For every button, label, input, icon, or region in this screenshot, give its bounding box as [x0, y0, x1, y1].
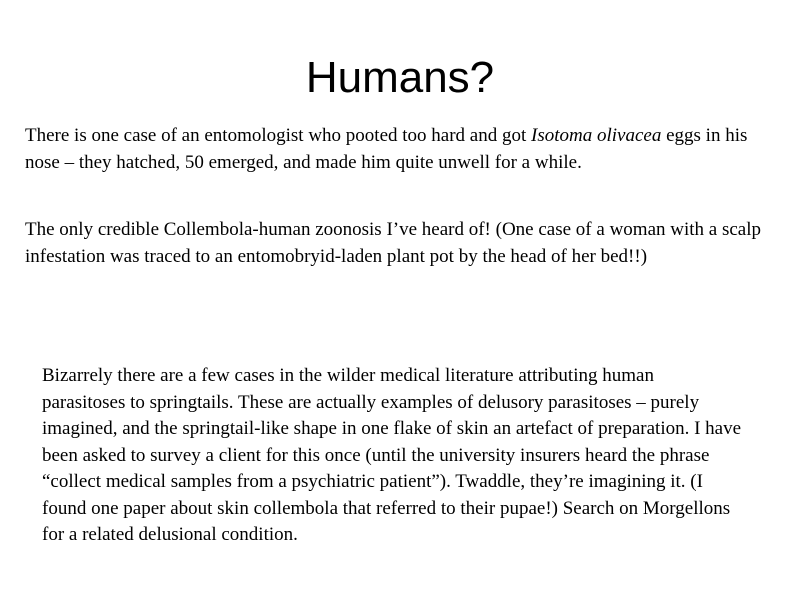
slide-title: Humans?: [305, 53, 495, 102]
paragraph-1-text-after: eggs in his nose – they hatched, 50 emerged, and made him quite unwell for a while.: [25, 125, 748, 173]
paragraph-zoonosis: The only credible Collembola-human zoonosis I’ve heard of! (One case of a woman with a scalp infestation was traced to an entomobryid-laden plant pot by the head of her bed!!): [25, 219, 761, 267]
paragraph-delusory-parasitoses: Bizarrely there are a few cases in the wilder medical literature attributing human parasitoses to springtails. These are actually examples of delusory parasitoses – purely imagined, and the springtail-like shape in one flake of skin an artefact of preparation. I have been asked to survey a client for this once (until the university insurers heard the phrase “collect medical samples from a psychiatric patient”). Twaddle, they’re imagining it. (I found one paper about skin collembola that referred to their pupae!) Search on Morgellons for a related delusional condition.: [42, 365, 742, 545]
paragraph-entomologist-case: [25, 123, 770, 176]
species-name: Isotoma olivacea: [531, 125, 662, 146]
paragraph-1-text-before: There is one case of an entomologist who pooted too hard and got: [25, 125, 532, 146]
